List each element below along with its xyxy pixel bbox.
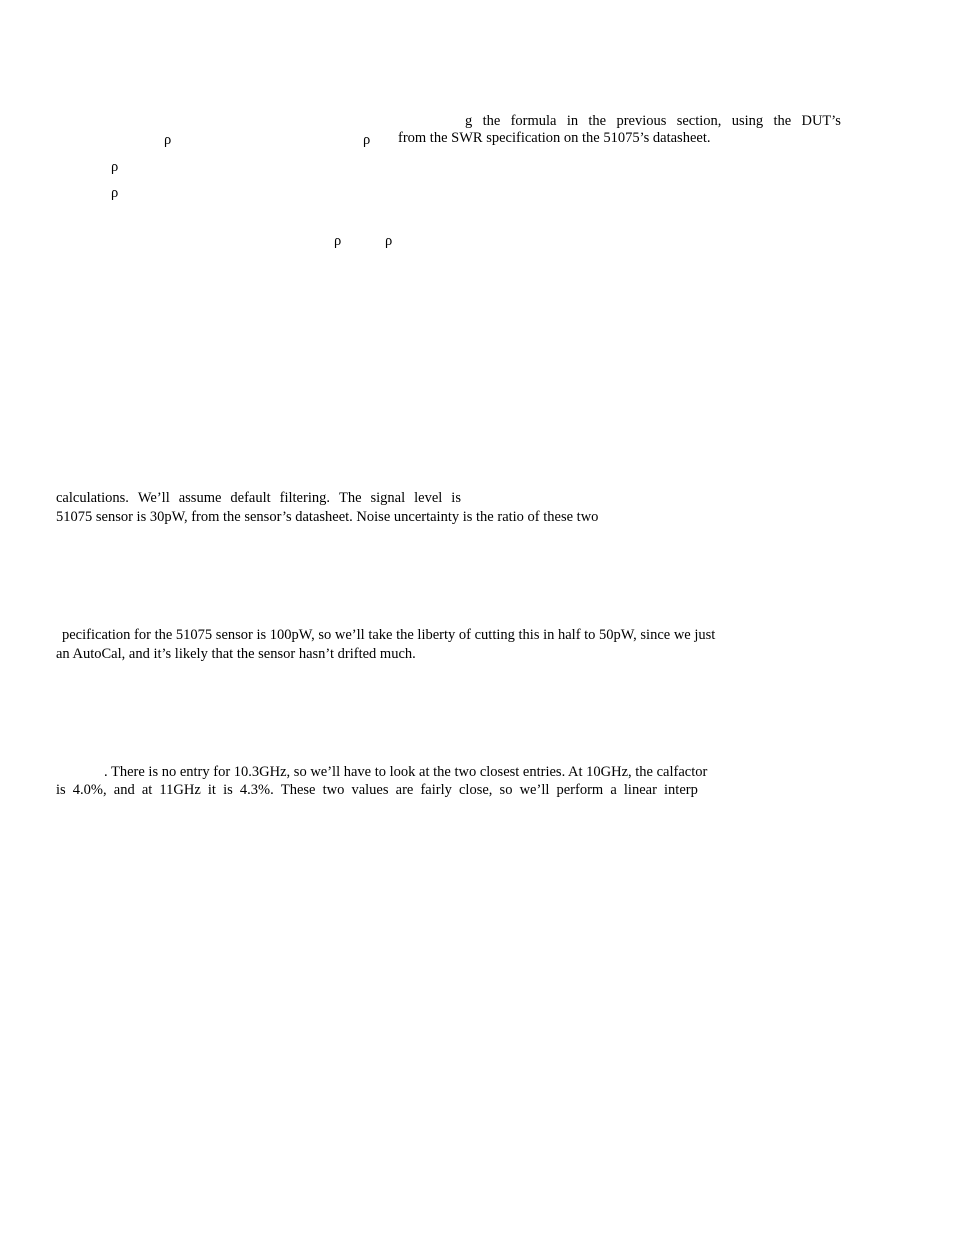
word: two xyxy=(322,782,345,798)
word: interp xyxy=(664,782,698,798)
rho-symbol: ρ xyxy=(111,159,119,175)
word: perform xyxy=(556,782,604,798)
word: linear xyxy=(623,782,657,798)
word: calculations. xyxy=(56,490,129,506)
word: 4.0%, xyxy=(72,782,107,798)
paragraph-3-line-1: pecification for the 51075 sensor is 100pW, so we’ll take the liberty of cutting this in half to 50pW, since we just xyxy=(62,627,716,643)
word: close, xyxy=(459,782,493,798)
word: signal xyxy=(370,490,406,506)
word: in xyxy=(566,113,579,129)
paragraph-4-line-1: . There is no entry for 10.3GHz, so we’ll have to look at the two closest entries. At 10GHz, the calfactor xyxy=(104,764,708,780)
word: The xyxy=(338,490,362,506)
paragraph-4-line-2 xyxy=(56,783,698,798)
word: 4.3%. xyxy=(239,782,274,798)
word: 11GHz xyxy=(159,782,201,798)
word: values xyxy=(351,782,389,798)
word: we’ll xyxy=(519,782,550,798)
word: level xyxy=(414,490,443,506)
word: at xyxy=(141,782,153,798)
rho-symbol: ρ xyxy=(164,132,172,148)
rho-symbol: ρ xyxy=(111,185,119,201)
word: the xyxy=(773,113,792,129)
word: formula xyxy=(510,113,557,129)
word: We’ll xyxy=(137,490,170,506)
rho-symbol: ρ xyxy=(363,132,371,148)
rho-symbol: ρ xyxy=(385,233,393,249)
word: so xyxy=(499,782,513,798)
word: filtering. xyxy=(279,490,330,506)
word: section, xyxy=(676,113,722,129)
word: the xyxy=(482,113,501,129)
word: using xyxy=(731,113,764,129)
word: is xyxy=(223,782,233,798)
word: are xyxy=(395,782,414,798)
paragraph-2-line-2: 51075 sensor is 30pW, from the sensor’s datasheet. Noise uncertainty is the ratio of these two xyxy=(56,509,599,525)
word: g xyxy=(465,113,473,129)
word: previous xyxy=(616,113,667,129)
rho-symbol: ρ xyxy=(334,233,342,249)
word: These xyxy=(280,782,316,798)
word: is xyxy=(451,490,461,506)
word: fairly xyxy=(420,782,452,798)
paragraph-2-line-1 xyxy=(56,491,461,506)
word: it xyxy=(207,782,216,798)
paragraph-1-line-2-tail: from the SWR specification on the 51075’s datasheet. xyxy=(398,130,711,146)
word: a xyxy=(610,782,617,798)
word: DUT’s xyxy=(801,113,841,129)
word: default xyxy=(230,490,271,506)
word: and xyxy=(113,782,135,798)
paragraph-1-line-1 xyxy=(465,114,841,129)
word: is xyxy=(56,782,66,798)
word: assume xyxy=(178,490,222,506)
word: the xyxy=(588,113,607,129)
paragraph-3-line-2: an AutoCal, and it’s likely that the sensor hasn’t drifted much. xyxy=(56,646,416,662)
